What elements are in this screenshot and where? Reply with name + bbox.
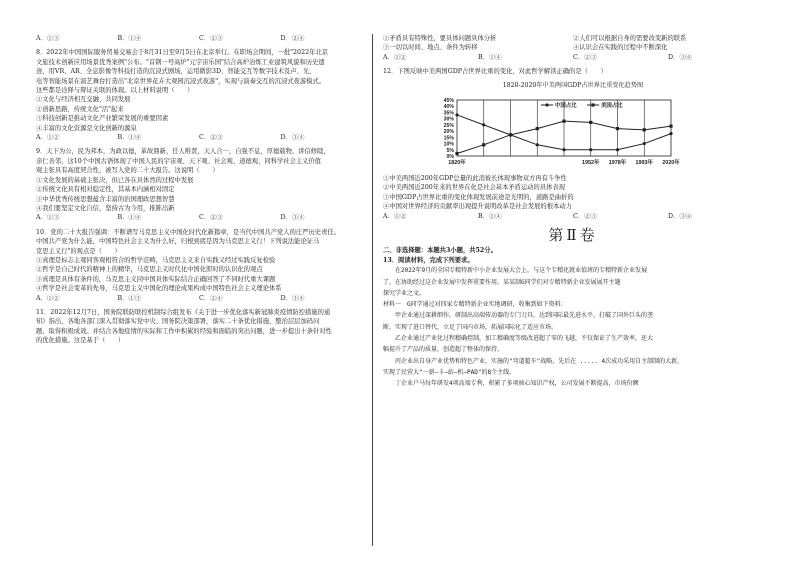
question-text: 12．下图反映中美两国GDP占世界比重的变化，对此哲学解读正确的是（ ） xyxy=(383,68,607,76)
statement-item: ④中国对世界经济的贡献率出现提升说明改革是社会发展的根本动力 xyxy=(383,203,572,211)
option: B．①④ xyxy=(478,53,502,61)
question-8 xyxy=(36,48,362,142)
material-line: 探究学业之文。 xyxy=(383,289,426,297)
question-12 xyxy=(383,67,763,221)
statement-item: ④哲学是社会变革的先导，马克思主义中国化的理论成果构成中国特色社会主义理论体系 xyxy=(36,285,282,293)
data-point xyxy=(482,143,485,146)
statement-item: ①矛盾具有特殊性，要具体问题具体分析 xyxy=(383,35,497,42)
option: C．②③ xyxy=(199,134,223,142)
x-tick-label: 1820年 xyxy=(448,160,466,167)
statement-item: ②哲学是自己时代的精神上的精华，马克思主义时代化中国化即时的认识化的观点 xyxy=(36,266,263,274)
question-text: 知》指出，各地各部门深入贯彻落实党中央、国务院决策部署，落实二十条优化措施，整治层层加码问 xyxy=(36,318,320,326)
legend-marker xyxy=(591,103,594,106)
question-10 xyxy=(36,228,362,303)
column-divider xyxy=(372,34,373,546)
material-line: 甲企业通过深耕细作，研制出高端传动器的专门刀具，达到国际最先进水平，打破了国外巨头的垄 xyxy=(383,312,654,320)
material-line: 在2022年9月的全国专精特新中小企业发展大会上，与这个专精化就业值班的专精特新企业发展 xyxy=(383,267,648,275)
y-tick-label: 20% xyxy=(443,129,454,136)
question-9 xyxy=(36,147,362,222)
question-text: 克思主义行"的观点是（ ） xyxy=(36,247,121,255)
gdp-line-chart xyxy=(431,94,681,174)
question-text: 的优化措施。这是基于（ ） xyxy=(36,337,125,345)
question-text: 这些都是诠释与辩证关联的体现。以上材料说明（ ） xyxy=(36,87,194,95)
question-text: 11．2022年12月7日，国务院联防联控机制综合组发布《关于进一步优化落实新冠肺炎疫情防控措施的通 xyxy=(36,308,331,316)
data-point xyxy=(589,148,592,151)
y-tick-label: 5% xyxy=(446,147,454,154)
y-tick-label: 45% xyxy=(443,98,454,105)
question-text: 迹，用VR、AR、全息影像等科技打造的沉浸式剧场，运用微影3D、智能交互等数字技术及声、光、 xyxy=(36,68,316,76)
chart-svg xyxy=(431,94,681,174)
question-text: 电等智能场景在演艺舞台打造出"北京世界花卉大观园沉浸式夜游"，实现与演奏交互的沉浸式夜游模式。 xyxy=(36,77,326,85)
y-tick-label: 0% xyxy=(446,154,454,161)
option: D．③④ xyxy=(668,53,692,61)
data-point xyxy=(669,125,672,128)
statement-item: ③真理是具体有条件的，马克思主义同中国具体实际结合正确回答了不同时代重大课题 xyxy=(36,275,276,283)
y-tick-label: 30% xyxy=(443,116,454,123)
statement-item: ①真理是标志主观同客观相符合的哲学范畴，马克思主义来自实践又经过实践反复检验 xyxy=(36,256,276,264)
material-line: 了，在协助经过这企业发展中发挥重要作用。某某制G同学们对专精特新企业发展展开主题 xyxy=(383,278,621,286)
option: D．③④ xyxy=(280,214,305,222)
option: B．①④ xyxy=(117,134,142,142)
data-point xyxy=(536,127,539,130)
question-text: 8．2022年中国国际服务贸易交易会于8月31日至9月5日在北京举行。在职场会期间，一批"2022年北京 xyxy=(36,49,328,57)
data-point xyxy=(643,142,646,145)
option: A．①③ xyxy=(36,35,60,42)
option: D．③④ xyxy=(280,294,305,302)
statement-item: ③中华优秀传统思想蕴含丰富的治国理政思想智慧 xyxy=(36,195,175,203)
material-line: 材料一 G同学通过对四家专精特新企业实地调研，收集到如下资料： xyxy=(383,301,567,309)
q12-options xyxy=(383,212,763,221)
material-line: 实现了民营大"一新—卡—站—机—PAD"的8个主线。 xyxy=(383,368,516,376)
option: B．①④ xyxy=(478,212,502,220)
y-tick-label: 40% xyxy=(443,104,454,111)
question-text: 文旅技术创新应用场景优秀案例"公布。"首钢一号高炉"元宇宙乐园"结合高炉冶炼工业建筑风貌和历史遗 xyxy=(36,58,325,66)
option: A．①② xyxy=(383,212,407,220)
statement-item: ①文化与经济相互交融、共同发展 xyxy=(36,96,131,104)
question-text: 题，取得积极成效。并结合各地疫情的实际和工作中积累的经验和面临的突出问题，进一步提出十条针对性 xyxy=(36,327,332,335)
y-tick-label: 25% xyxy=(443,122,454,129)
x-tick-label: 1978年 xyxy=(608,160,627,167)
q7-options xyxy=(36,34,362,43)
statement-item: ②创新思路，传统文化"活"起来 xyxy=(36,105,124,113)
statement-item: ③科技创新是推动文化产业繁荣发展的重要因素 xyxy=(36,115,169,123)
data-point xyxy=(455,113,458,116)
question-text: 10．党的二十大报告强调：不断谱写马克思主义中国化时代化新篇章，是当代中国共产党人的庄严历史责任。 xyxy=(36,228,340,236)
statement-item: ②传统文化具有相对稳定性，其基本内涵相对固定 xyxy=(36,186,175,194)
data-point xyxy=(669,132,672,135)
question-13-title: 13．阅读材料，完成下列要求。 xyxy=(383,256,474,264)
option: A．①② xyxy=(383,53,407,61)
data-point xyxy=(643,128,646,131)
statement-item: ③中国GDP占世界比重的变化体现发展前途是光明的，道路是曲折的 xyxy=(383,193,574,201)
data-point xyxy=(562,120,565,123)
x-tick-label: 1993年 xyxy=(635,160,653,167)
option: D．③④ xyxy=(668,212,692,220)
option: B．①④ xyxy=(117,35,142,42)
chart-title: 1820-2020年中美两国GDP占世界比重变化趋势图 xyxy=(502,81,644,89)
question-text: 观主张具有高度契合性，被写入党的二十大报告。这说明（ ） xyxy=(36,167,219,175)
part-header: 二、非选择题：本题共3小题，共52分。 xyxy=(383,247,497,255)
material-text xyxy=(383,265,763,389)
q8-options xyxy=(36,133,362,142)
q11-options xyxy=(383,53,763,62)
statement-item: ②人们可以根据自身的需要改变新的联系 xyxy=(573,35,687,42)
legend-marker xyxy=(545,103,548,106)
data-point xyxy=(536,143,539,146)
statement-item: ①文化发展的基础主张决，但已各在具体然的过程中发展 xyxy=(36,176,194,184)
option: D．②④ xyxy=(280,35,305,42)
option: C．②③ xyxy=(573,53,597,61)
data-point xyxy=(455,152,458,155)
statement-item: ③一切以时间、地点、条件为转移 xyxy=(383,44,478,52)
question-11 xyxy=(36,308,362,346)
y-tick-label: 10% xyxy=(443,141,454,148)
x-tick-label: 2020年 xyxy=(662,160,680,167)
material-line: 丙企业出自身产业优势和特色产业，实施的"弯道超车"战略，先后在 ..... 4次成功采用自主制制的大新， xyxy=(383,357,684,365)
x-tick-label: 1952年 xyxy=(582,160,600,167)
data-point xyxy=(589,121,592,124)
option: A．①③ xyxy=(36,214,60,222)
statement-item: ①中美两国近200年GDP总量的此消彼长体现事物双方再有斗争性 xyxy=(383,175,567,183)
y-tick-label: 35% xyxy=(443,110,454,117)
statement-item: ②中美两国近200年来的世界在化是社会基本矛盾运动的具体表现 xyxy=(383,184,566,192)
y-tick-label: 15% xyxy=(443,135,454,142)
data-point xyxy=(616,148,619,151)
option: C．②③ xyxy=(573,212,597,220)
option: A．①② xyxy=(36,134,60,142)
question-text: 9．天下为公，民为邦本，为政以德，革故鼎新，任人唯贤，天人合一，自强不息，厚德载物，讲信修睦， xyxy=(36,148,330,156)
statement-item: ④认识会在实践的过程中不断深化 xyxy=(573,44,668,52)
q10-options xyxy=(36,294,362,303)
option: D．③④ xyxy=(280,134,305,142)
statement-item: ④丰富的文化资源是文化创新的源泉 xyxy=(36,124,137,132)
option: C．②③ xyxy=(199,214,223,222)
option: C．②③ xyxy=(199,35,223,42)
option: C．②④ xyxy=(199,294,223,302)
question-text: 中国共产党为什么能，中国特色社会主义为什么好，归根到底是因为马克思主义行！下列说法能论证马 xyxy=(36,238,320,246)
data-point xyxy=(509,133,512,136)
material-line: 丁企业户马每年研发4项高端专利，积累了多项核心知识产权，公司发展不断提高，市场份额 xyxy=(383,380,639,388)
option: B．①③ xyxy=(117,294,142,302)
q11-statements xyxy=(383,34,763,53)
material-line: 乙企业通过产业化过程精确控制，加工精确度等级改进超了零的飞越，不仅保证了生产效率，还大 xyxy=(383,335,654,343)
legend-label: 中国占比 xyxy=(555,103,577,110)
legend-label: 美国占比 xyxy=(601,103,623,110)
question-text: 亲仁善邻，这10个中国古语体现了中国人民的宇宙观、天下观、社会观、道德观，同科学社会主义价值 xyxy=(36,157,322,165)
statement-item: ④我们要坚定文化自信，坚持古为今用，推陈出新 xyxy=(36,204,175,212)
left-column xyxy=(36,34,362,346)
option: A．①② xyxy=(36,294,60,302)
material-line: 断，实现了进口替代，立足了国内市场，拓展国际化了适应市场。 xyxy=(383,323,558,331)
option: B．①④ xyxy=(117,214,142,222)
material-line: 幅提升了产品的质量，创造超了整体的保持。 xyxy=(383,346,504,354)
data-point xyxy=(562,148,565,151)
section-title: 第Ⅱ卷 xyxy=(548,226,598,245)
data-point xyxy=(482,123,485,126)
right-column xyxy=(383,34,763,390)
data-point xyxy=(616,127,619,130)
q9-options xyxy=(36,213,362,222)
